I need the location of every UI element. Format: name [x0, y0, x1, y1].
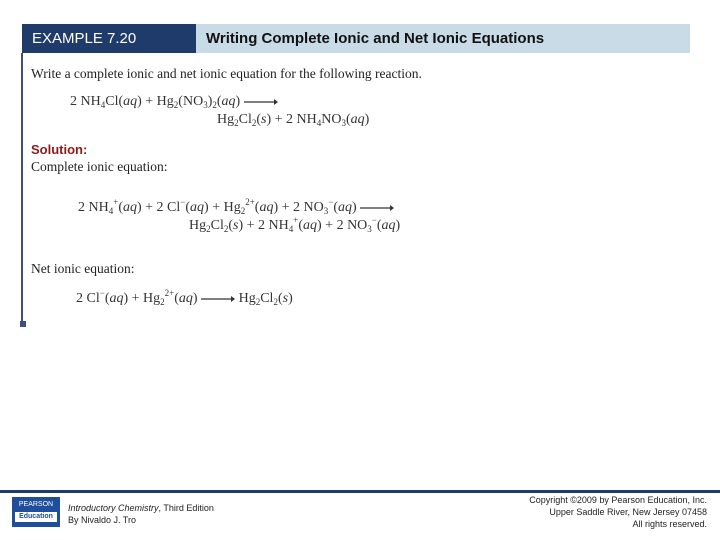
- left-rule: [21, 53, 23, 325]
- complete-ionic-equation-line1: 2 $NH_4^+(aq) + 2$ $Cl^-(aq) + Hg_2^{2+}(aq) + 2$ $NO_3^-(aq)$: [78, 200, 394, 216]
- solution-label: Solution:: [31, 142, 88, 157]
- copyright-line2: Upper Saddle River, New Jersey 07458: [549, 507, 707, 517]
- book-edition: , Third Edition: [158, 503, 214, 513]
- book-citation: [68, 502, 214, 526]
- molecular-equation-line1: 2 $NH_4Cl(aq) + Hg_2(NO_3)_2(aq)$: [70, 94, 278, 110]
- reaction-arrow-icon: [360, 203, 394, 213]
- book-author: By Nivaldo J. Tro: [68, 515, 137, 525]
- reaction-arrow-icon: [244, 97, 278, 107]
- book-title: Introductory Chemistry: [68, 503, 159, 513]
- pearson-logo: [12, 497, 60, 527]
- reaction-arrow-icon: [201, 294, 235, 304]
- net-ionic-label: Net ionic equation:: [31, 261, 135, 276]
- copyright-line3: All rights reserved.: [632, 519, 707, 529]
- net-ionic-equation: 2 $Cl^-(aq) + Hg_2^{2+}(aq)$ $Hg_2Cl_2(s)$: [76, 288, 293, 307]
- slide-title: [196, 24, 690, 53]
- example-label: [22, 24, 196, 53]
- copyright-notice: [529, 494, 707, 530]
- prompt-text: Write a complete ionic and net ionic equation for the following reaction.: [31, 66, 422, 81]
- footer-rule: [0, 490, 720, 493]
- example-label-text: EXAMPLE 7.20: [32, 30, 137, 47]
- complete-ionic-equation-line2: $Hg_2Cl_2(s) + 2$ $NH_4^+(aq) + 2$ $NO_3^-(aq)$: [189, 215, 401, 234]
- molecular-equation-line2: $Hg_2Cl_2(s) + 2$ $NH_4NO_3(aq)$: [217, 112, 370, 128]
- copyright-line1: Copyright ©2009 by Pearson Education, Inc.: [529, 495, 707, 505]
- left-rule-end: [20, 321, 26, 327]
- logo-bottom-text: Education: [15, 512, 57, 522]
- logo-top-text: PEARSON: [18, 501, 54, 508]
- complete-ionic-label: Complete ionic equation:: [31, 159, 168, 174]
- slide-title-text: Writing Complete Ionic and Net Ionic Equations: [206, 30, 545, 47]
